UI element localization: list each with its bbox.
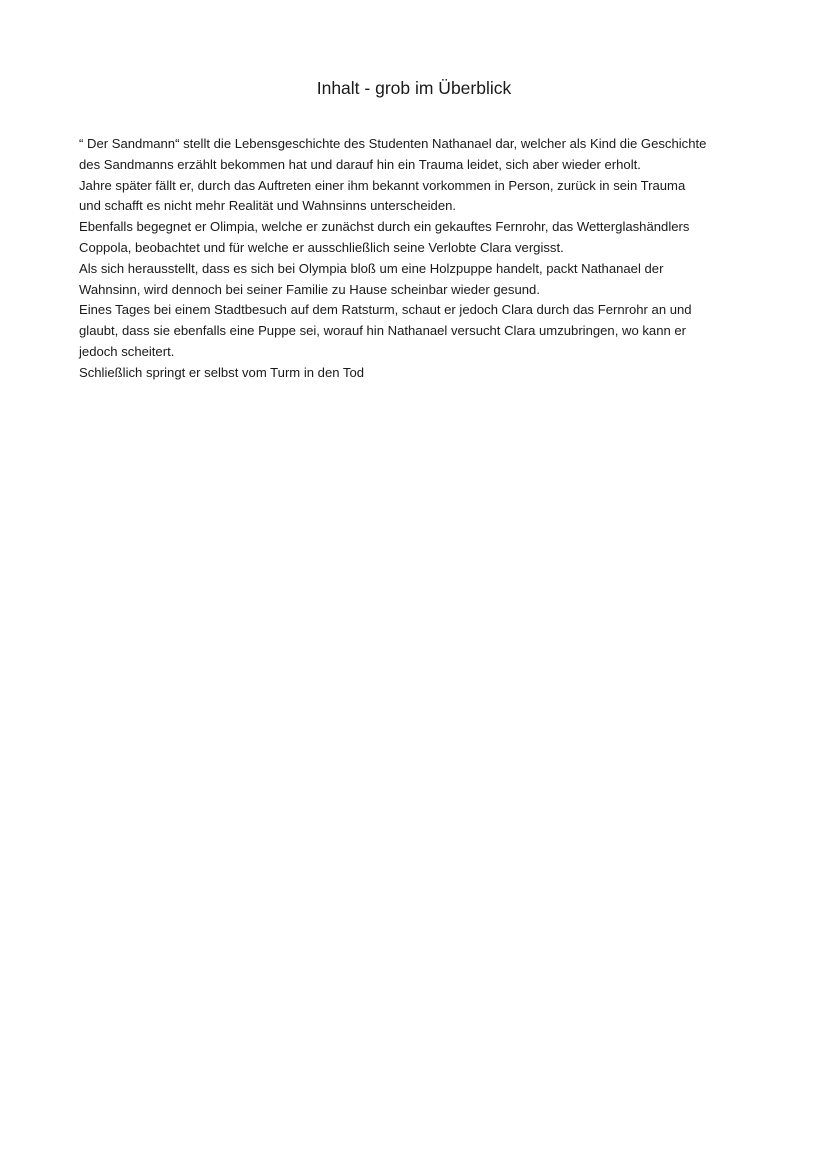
text-line: glaubt, dass sie ebenfalls eine Puppe sei, worauf hin Nathanael versucht Clara umzubringen, wo kann er <box>79 323 687 339</box>
text-line: und schafft es nicht mehr Realität und Wahnsinns unterscheiden. <box>79 198 457 214</box>
text-line: “ Der Sandmann“ stellt die Lebensgeschichte des Studenten Nathanael dar, welcher als Kind die Geschichte <box>79 136 707 151</box>
text-line: Jahre später fällt er, durch das Auftreten einer ihm bekannt vorkommen in Person, zurück in sein Trauma <box>79 177 686 193</box>
text-line: Coppola, beobachtet und für welche er ausschließlich seine Verlobte Clara vergisst. <box>79 239 564 255</box>
summary-text <box>79 134 759 384</box>
text-line: des Sandmanns erzählt bekommen hat und darauf hin ein Trauma leidet, sich aber wieder erholt. <box>79 156 641 172</box>
text-line: Wahnsinn, wird dennoch bei seiner Familie zu Hause scheinbar wieder gesund. <box>79 281 540 297</box>
text-line: Schließlich springt er selbst vom Turm in den Tod <box>79 364 365 380</box>
text-line: Eines Tages bei einem Stadtbesuch auf dem Ratsturm, schaut er jedoch Clara durch das Fernrohr an und <box>79 302 692 318</box>
page-title: Inhalt - grob im Überblick <box>316 78 512 98</box>
text-line: Als sich herausstellt, dass es sich bei Olympia bloß um eine Holzpuppe handelt, packt Nathanael der <box>79 260 664 276</box>
text-line: jedoch scheitert. <box>79 343 175 359</box>
text-line: Ebenfalls begegnet er Olimpia, welche er zunächst durch ein gekauftes Fernrohr, das Wetterglashändlers <box>79 219 690 235</box>
